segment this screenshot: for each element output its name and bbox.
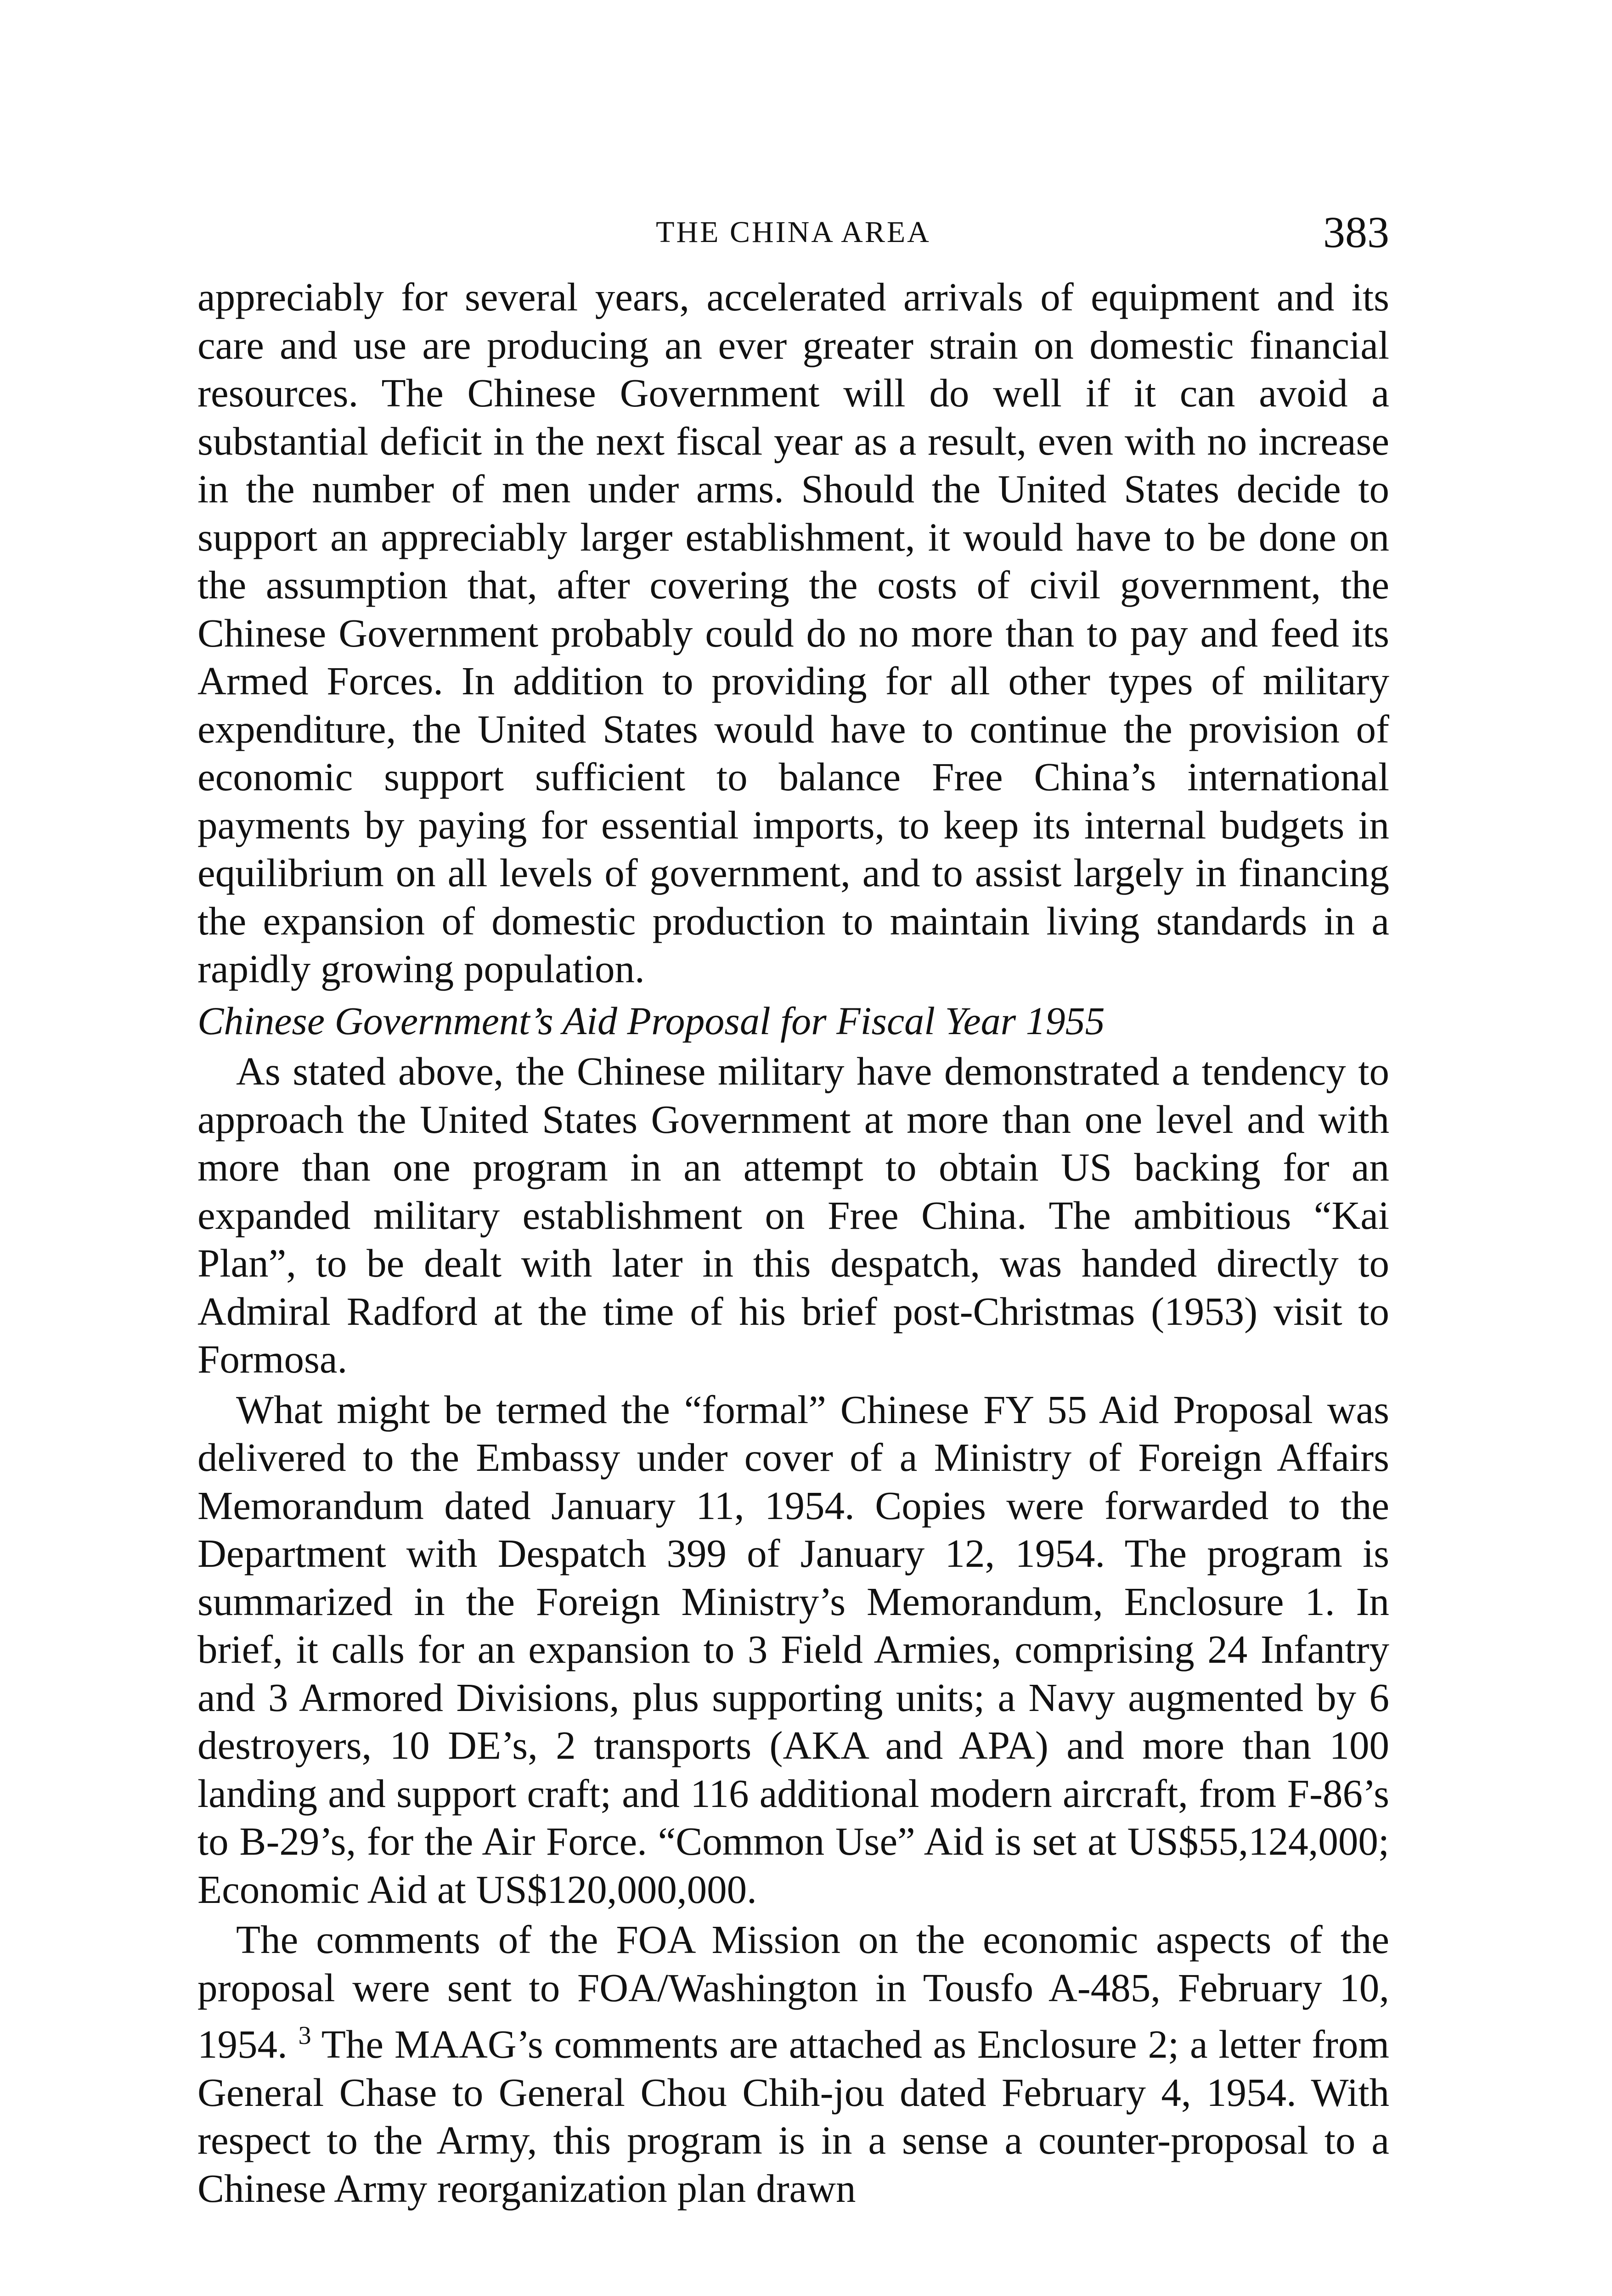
- paragraph: As stated above, the Chinese military have demonstrated a tendency to approach the United States Government at more than one level and with more than one program in an attempt to obtain US backing for an expanded military establishment on Free China. The ambitious “Kai Plan”, to be dealt with later in this despatch, was handed directly to Admiral Radford at the time of his brief post-Christmas (1953) visit to Formosa.: [197, 1049, 1389, 1381]
- paragraph-text: The MAAG’s comments are attached as Enclosure 2; a letter from General Chase to General Chou Chih-jou dated February 4, 1954. With respect to the Army, this program is in a sense a counter-proposal to a Chinese Army reorganization plan drawn: [197, 2022, 1390, 2211]
- running-title: THE CHINA AREA: [656, 215, 931, 249]
- paragraph: What might be termed the “formal” Chinese FY 55 Aid Proposal was delivered to the Embassy under cover of a Ministry of Foreign Affairs Memorandum dated January 11, 1954. Copies were forwarded to the Department with Despatch 399 of January 12, 1954. The program is summarized in the Foreign Ministry’s Memorandum, Enclosure 1. In brief, it calls for an expansion to 3 Field Armies, comprising 24 Infantry and 3 Armored Divisions, plus supporting units; a Navy augmented by 6 destroyers, 10 DE’s, 2 transports (AKA and APA) and more than 100 landing and support craft; and 116 additional modern aircraft, from F-86’s to B-29’s, for the Air Force. “Common Use” Aid is set at US$55,124,000; Economic Aid at US$120,000,000.: [197, 1387, 1389, 1912]
- footnote-reference: 3: [298, 2021, 311, 2050]
- body-text: [197, 273, 1389, 2215]
- paragraph-text: The comments of the FOA Mission on the economic aspects of the proposal were sent to FOA/Washington in Tousfo A-485, February 10, 1954.: [197, 1917, 1389, 2066]
- page-number: 383: [1323, 208, 1389, 257]
- paragraph-continued: appreciably for several years, accelerated arrivals of equipment and its care and use are producing an ever greater strain on domestic financial resources. The Chinese Government will do well if it can avoid a substantial deficit in the next fiscal year as a result, even with no increase in the number of men under arms. Should the United States decide to support an appreciably larger establishment, it would have to be done on the assumption that, after covering the costs of civil government, the Chinese Government probably could do no more than to pay and feed its Armed Forces. In addition to providing for all other types of military expenditure, the United States would have to continue the provision of economic support sufficient to balance Free China’s international payments by paying for essential imports, to keep its internal budgets in equilibrium on all levels of government, and to assist largely in financing the expansion of domestic production to maintain living standards in a rapidly growing population.: [197, 275, 1389, 991]
- section-heading: Chinese Government’s Aid Proposal for Fiscal Year 1955: [197, 998, 1105, 1043]
- document-page: [197, 0, 1389, 2296]
- paragraph-with-footnote-ref: [197, 1916, 1389, 2212]
- running-head: [197, 207, 1389, 262]
